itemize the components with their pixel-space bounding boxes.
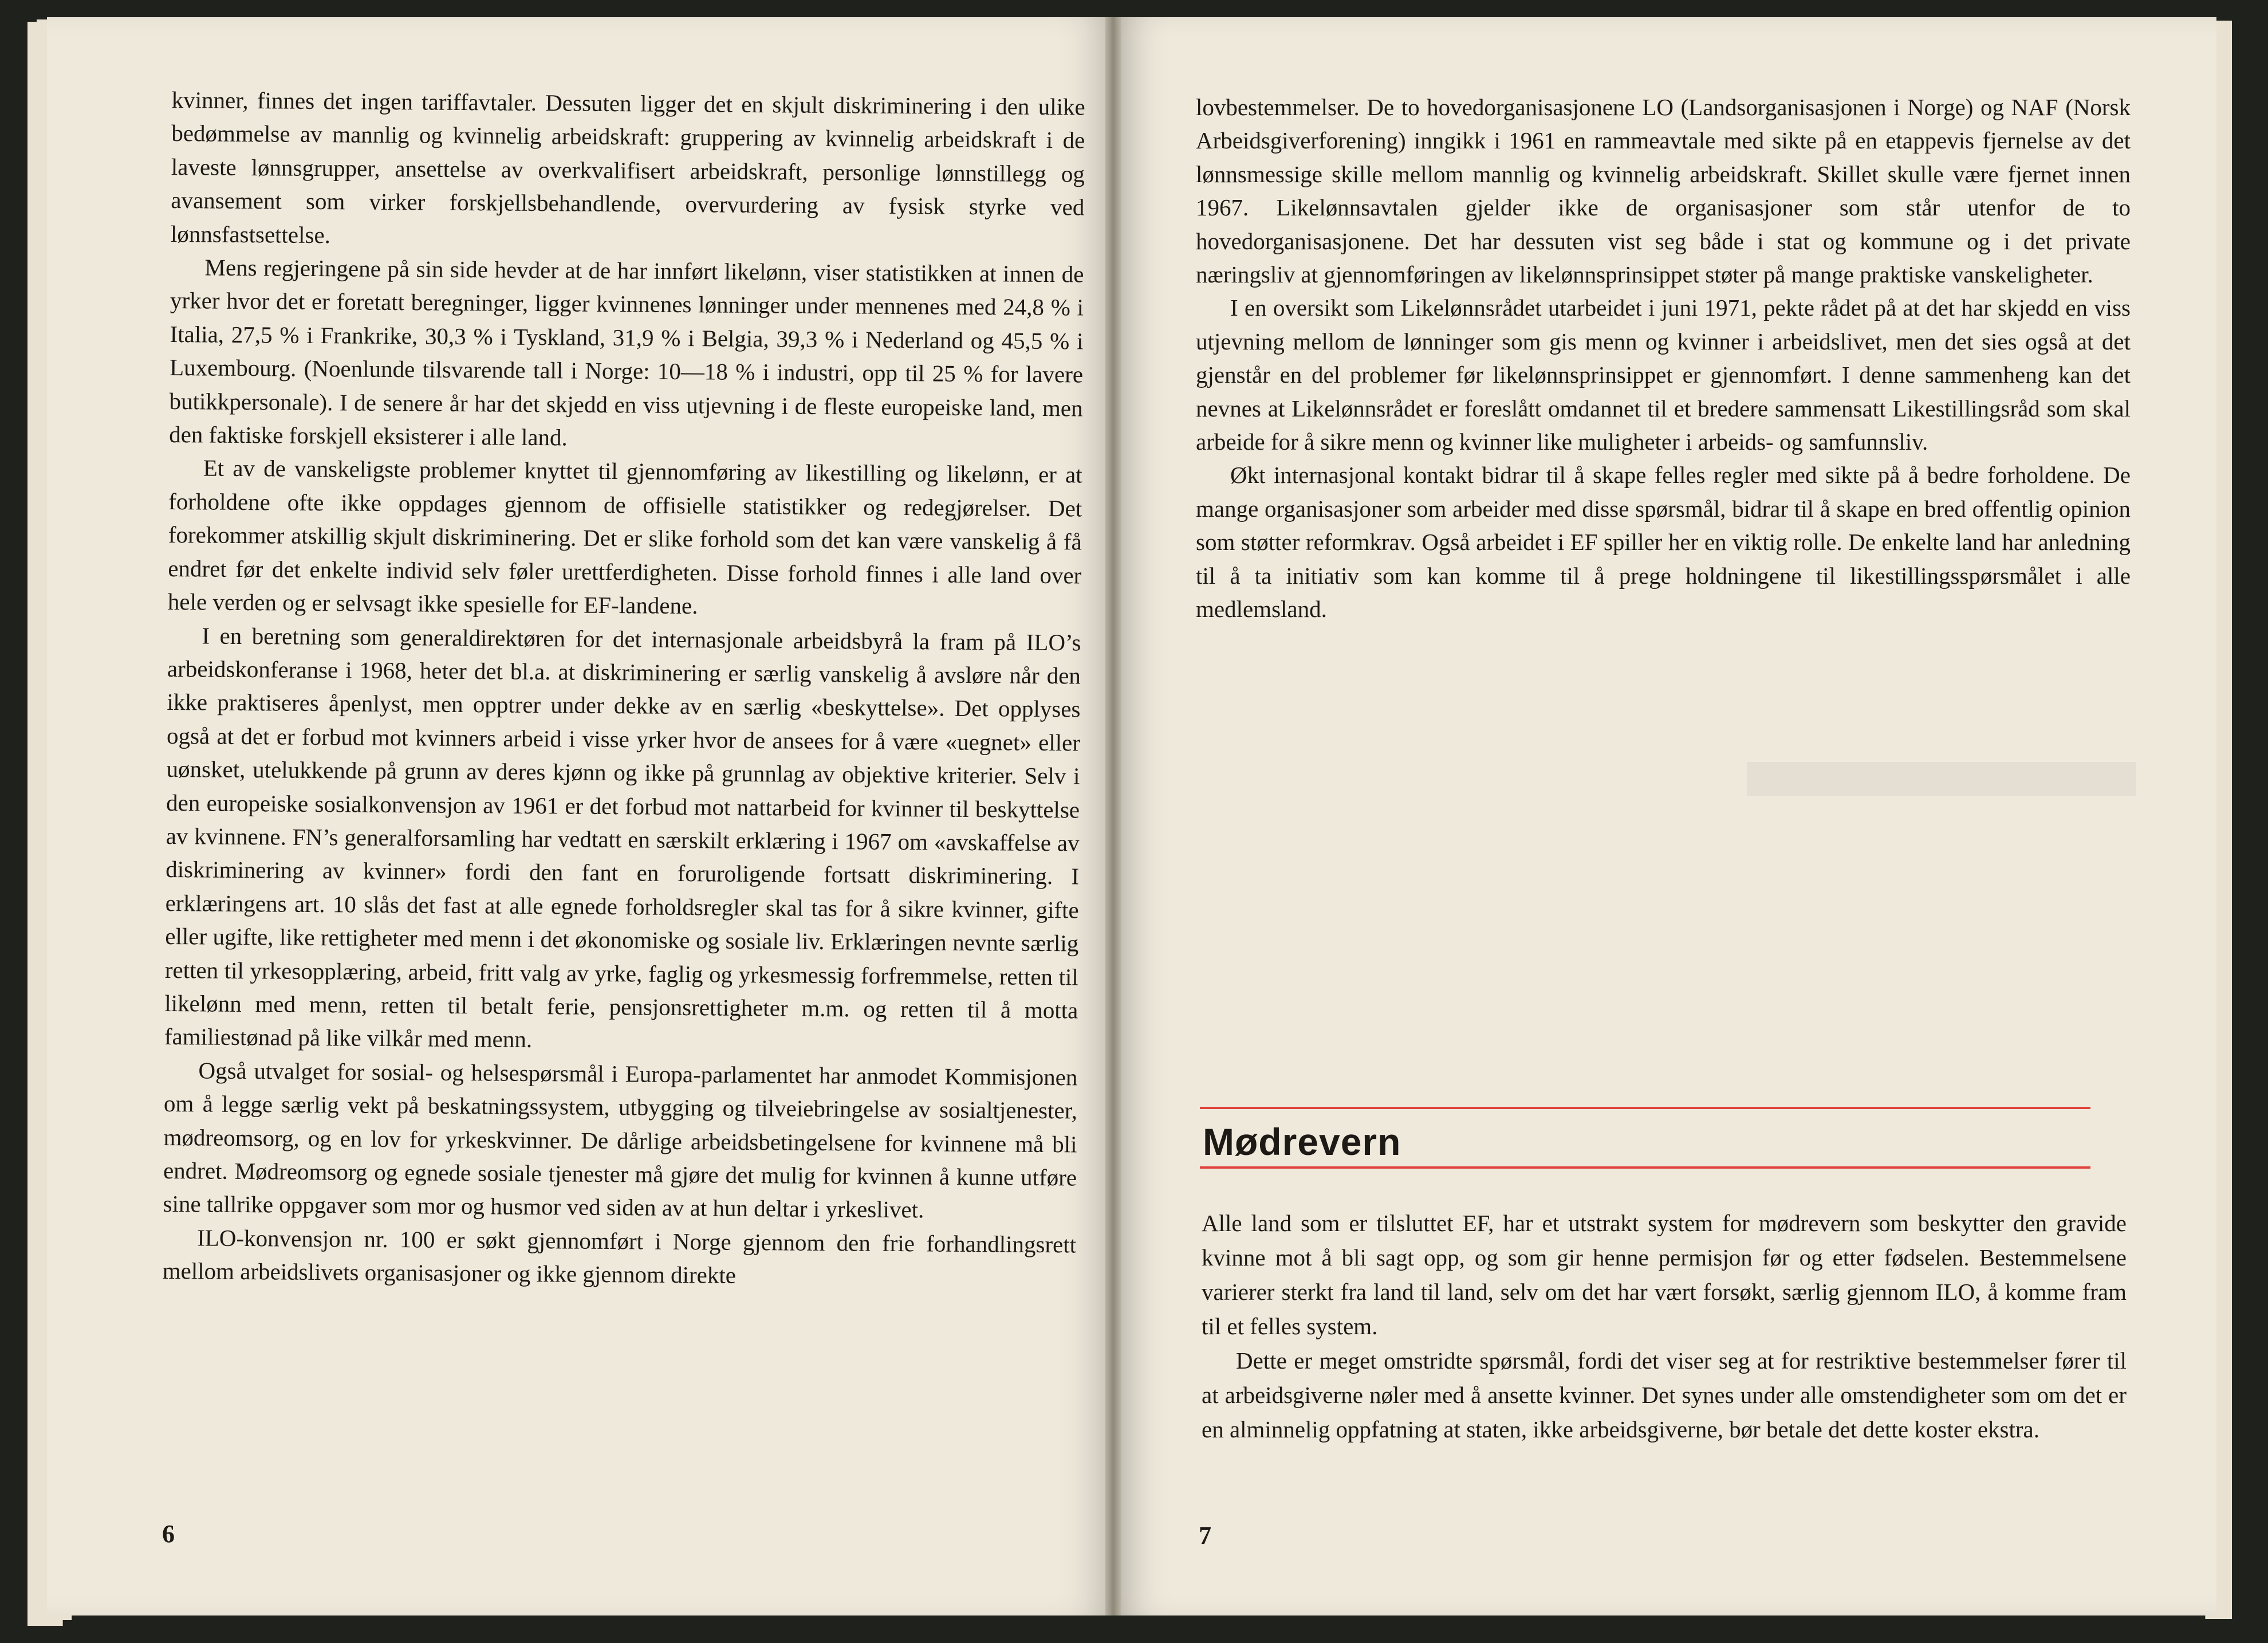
left-page-body <box>162 83 1085 1295</box>
book-gutter <box>1105 17 1121 1616</box>
paragraph: I en beretning som generaldirektøren for det internasjonale arbeidsbyrå la fram på ILO’s arbeidskonferanse i 1968, heter det bl.a. at diskriminering er særlig vanskelig å avsløre når den ikke praktiseres åpenlyst, men opptrer under dekke av en særlig «beskyttelse». Det opplyses også at det er forbud mot kvinners arbeid i visse yrker hvor de ansees for å være «uegnet» eller uønsket, utelukkende på grunn av deres kjønn og ikke på grunnlag av objektive kriterier. Selv i den europeiske sosialkonvensjon av 1961 er det forbud mot nattarbeid for kvinner til beskyttelse av kvinnene. FN’s generalforsamling har vedtatt en særskilt erklæring i 1967 om «avskaffelse av diskriminering av kvinner» fordi den fant en foruroligende fortsatt diskriminering. I erklæringens art. 10 slås det fast at alle egnede forholdsregler skal tas for å sikre kvinner, gifte eller ugifte, like rettigheter med menn i det økonomiske og sosiale liv. Erklæringen nevnte særlig retten til yrkesopplæring, arbeid, fritt valg av yrke, faglig og yrkesmessig forfremmelse, retten til likelønn med menn, retten til betalt ferie, pensjonsrettigheter m.m. og retten til å motta familiestønad på like vilkår med menn. <box>164 622 1081 1053</box>
page-number-left: 6 <box>162 1520 175 1548</box>
right-page-body <box>1196 91 2131 626</box>
section-body <box>1202 1206 2127 1447</box>
bleed-through-shading <box>1747 762 2136 796</box>
paragraph: lovbestemmelser. De to hovedorganisasjonene LO (Landsorganisasjonen i Norge) og NAF (Norsk Arbeidsgiverforening) inngikk i 1961 en rammeavtale med sikte på en etappevis fjernelse av det lønnsmessige skille mellom mannlig og kvinnelig arbeidskraft. Skillet skulle være fjernet innen 1967. Likelønnsavtalen gjelder ikke de organisasjoner som står utenfor de to hovedorganisasjonene. Det har dessuten vist seg både i stat og kommune og i det private næringsliv at gjennomføringen av likelønnsprinsippet støter på mange praktiske vanskeligheter. <box>1196 94 2131 288</box>
paragraph: Mens regjeringene på sin side hevder at de har innført likelønn, viser statistikken at innen de yrker hvor det er foretatt beregninger, ligger kvinnenes lønninger under mennenes med 24,8 % i Italia, 27,5 % i Frankrike, 30,3 % i Tyskland, 31,9 % i Belgia, 39,3 % i Nederland og 45,5 % i Luxembourg. (Noenlunde tilsvarende tall i Norge: 10—18 % i industri, opp til 25 % for lavere butikkpersonale). I de senere år har det skjedd en viss utjevning i de fleste europeiske land, men den faktiske forskjell eksisterer i alle land. <box>169 254 1084 451</box>
paragraph: Også utvalget for sosial- og helsespørsmål i Europa-parlamentet har anmodet Kommisjonen om å legge særlig vekt på beskatningssystem, utbygging og tilveiebringelse av sosialtjenester, mødreomsorg, og en lov for yrkeskvinner. De dårlige arbeidsbetingelsene for kvinnene må bli endret. Mødreomsorg og egnede sosiale tjenester må gjøre det mulig for kvinnen å kunne utføre sine tallrike oppgaver som mor og husmor ved siden av at hun deltar i yrkeslivet. <box>163 1057 1078 1223</box>
paragraph: Økt internasjonal kontakt bidrar til å skape felles regler med sikte på å bedre forholdene. De mange organisasjoner som arbeider med disse spørsmål, bidrar til å skape en bred offentlig opinion som støtter reformkrav. Også arbeidet i EF spiller her en viktig rolle. De enkelte land har anledning til å ta initiativ som kan komme til å prege holdningene til likestillingsspørsmålet i alle medlemsland. <box>1196 462 2131 623</box>
paragraph: ILO-konvensjon nr. 100 er søkt gjennomført i Norge gjennom den frie forhandlingsrett mellom arbeidslivets organisasjoner og ikke gjennom direkte <box>162 1224 1077 1289</box>
section-heading: Mødrevern <box>1203 1121 1401 1163</box>
heading-rule-top <box>1200 1107 2090 1109</box>
paragraph: kvinner, finnes det ingen tariffavtaler. Dessuten ligger det en skjult diskriminering i den ulike bedømmelse av mannlig og kvinnelig arbeidskraft: gruppering av kvinnelig arbeidskraft i de laveste lønnsgrupper, ansettelse av overkvalifisert arbeidskraft, personlige lønnstillegg og avansement som virker forskjellsbehandlende, overvurdering av fysisk styrke ved lønnsfastsettelse. <box>170 86 1085 248</box>
paragraph: I en oversikt som Likelønnsrådet utarbeidet i juni 1971, pekte rådet på at det har skjedd en viss utjevning mellom de lønninger som gis menn og kvinner i arbeidslivet, men det sies også at det gjenstår en del problemer før likelønnsprinsippet er gjennomført. I denne sammenheng kan det nevnes at Likelønnsrådet er foreslått omdannet til et bredere sammensatt Likestillingsråd som skal arbeide for å sikre menn og kvinner like muligheter i arbeids- og samfunnsliv. <box>1196 294 2131 455</box>
paragraph: Alle land som er tilsluttet EF, har et utstrakt system for mødrevern som beskytter den gravide kvinne mot å bli sagt opp, og som gir henne permisjon før og etter fødselen. Bestemmelsene varierer sterkt fra land til land, selv om det har vært forsøkt, særlig gjennom ILO, å komme fram til et felles system. <box>1202 1210 2127 1339</box>
paragraph: Et av de vanskeligste problemer knyttet til gjennomføring av likestilling og likelønn, er at forholdene ofte ikke oppdages gjennom de offisielle statistikker og redegjørelser. Det forekommer atskillig skjult diskriminering. Det er slike forhold som det kan være vanskelig å få endret før det enkelte individ selv føler urettferdigheten. Disse forhold finnes i alle land over hele verden og er selvsagt ikke spesielle for EF-landene. <box>167 454 1082 619</box>
heading-rule-bottom <box>1200 1166 2090 1169</box>
paragraph: Dette er meget omstridte spørsmål, fordi det viser seg at for restriktive bestemmelser fører til at arbeidsgiverne nøler med å ansette kvinner. Det synes under alle omstendigheter som om det er en alminnelig oppfatning at staten, ikke arbeidsgiverne, bør betale det dette koster ekstra. <box>1202 1347 2127 1442</box>
page-number-right: 7 <box>1199 1522 1211 1550</box>
